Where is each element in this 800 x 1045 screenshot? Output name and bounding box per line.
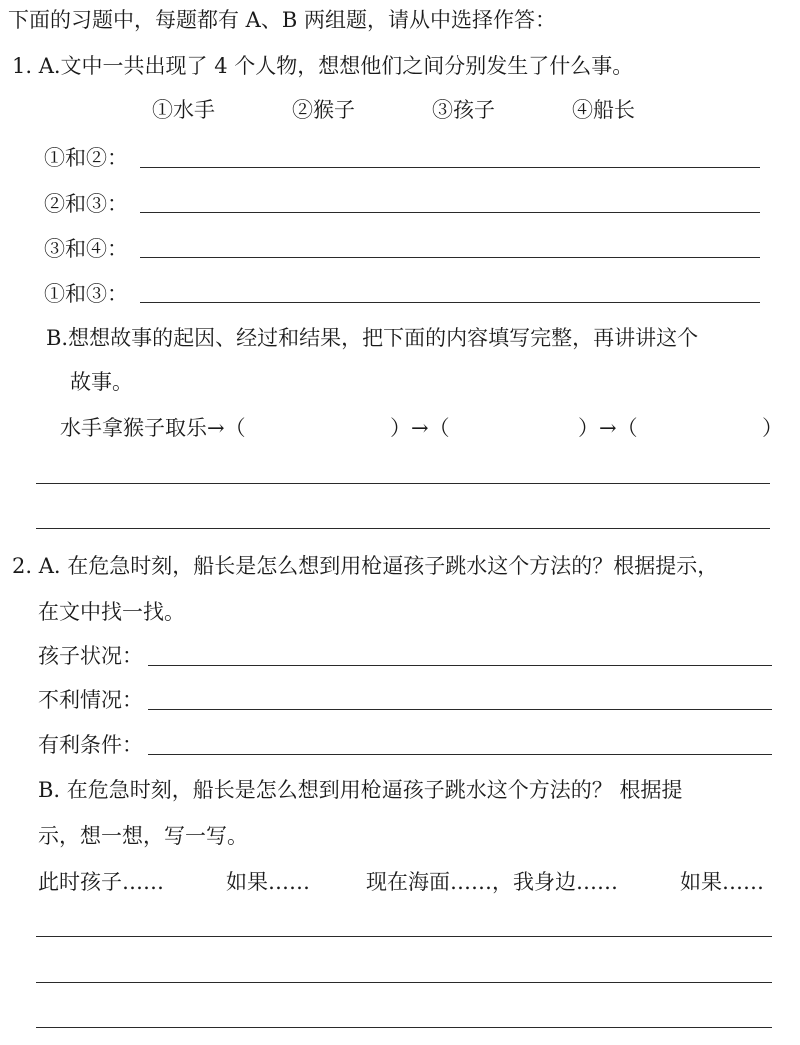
answer-line-favorable[interactable] — [148, 754, 772, 755]
reasoning-answer-line-1[interactable] — [36, 936, 772, 937]
flow-middle-2: ）→（ — [578, 416, 638, 440]
answer-line-1-3[interactable] — [140, 302, 760, 303]
hint-if-1: 如果…… — [226, 870, 310, 894]
hint-sea-surface: 现在海面……，我身边…… — [366, 870, 618, 894]
field-label-unfavorable: 不利情况： — [38, 688, 143, 712]
q2-a-prompt-line1: 2. A. 在危急时刻，船长是怎么想到用枪逼孩子跳水这个方法的？根据提示， — [12, 554, 719, 578]
q2-b-prompt-line1: B. 在危急时刻，船长是怎么想到用枪逼孩子跳水这个方法的？ 根据提 — [38, 778, 683, 802]
q1-b-prompt-line1: B.想想故事的起因、经过和结果，把下面的内容填写完整，再讲讲这个 — [46, 326, 699, 350]
pair-label-2-3: ②和③： — [44, 192, 128, 216]
hint-child-now: 此时孩子…… — [38, 870, 164, 894]
answer-line-child-status[interactable] — [148, 665, 772, 666]
answer-line-2-3[interactable] — [140, 212, 760, 213]
reasoning-answer-line-2[interactable] — [36, 982, 772, 983]
field-label-favorable: 有利条件： — [38, 733, 143, 757]
flow-start: 水手拿猴子取乐→（ — [60, 416, 246, 440]
answer-line-3-4[interactable] — [140, 257, 760, 258]
story-answer-line-1[interactable] — [36, 483, 770, 484]
field-label-child-status: 孩子状况： — [38, 644, 143, 668]
flow-middle-1: ）→（ — [390, 416, 450, 440]
answer-line-unfavorable[interactable] — [148, 709, 772, 710]
reasoning-answer-line-3[interactable] — [36, 1027, 772, 1028]
q2-a-prompt-line2: 在文中找一找。 — [38, 600, 185, 624]
answer-line-1-2[interactable] — [140, 167, 760, 168]
pair-label-1-3: ①和③： — [44, 282, 128, 306]
character-monkey: ②猴子 — [292, 98, 355, 122]
character-sailor: ①水手 — [152, 98, 215, 122]
hint-if-2: 如果…… — [680, 870, 764, 894]
pair-label-1-2: ①和②： — [44, 146, 128, 170]
q1-b-prompt-line2: 故事。 — [70, 370, 133, 394]
character-child: ③孩子 — [432, 98, 495, 122]
q1-a-prompt: 1. A.文中一共出现了 4 个人物，想想他们之间分别发生了什么事。 — [12, 54, 634, 78]
flow-end: ） — [762, 416, 783, 440]
pair-label-3-4: ③和④： — [44, 237, 128, 261]
character-captain: ④船长 — [572, 98, 635, 122]
q2-b-prompt-line2: 示，想一想，写一写。 — [38, 824, 248, 848]
story-answer-line-2[interactable] — [36, 528, 770, 529]
intro-instruction: 下面的习题中，每题都有 A、B 两组题，请从中选择作答： — [8, 8, 556, 32]
